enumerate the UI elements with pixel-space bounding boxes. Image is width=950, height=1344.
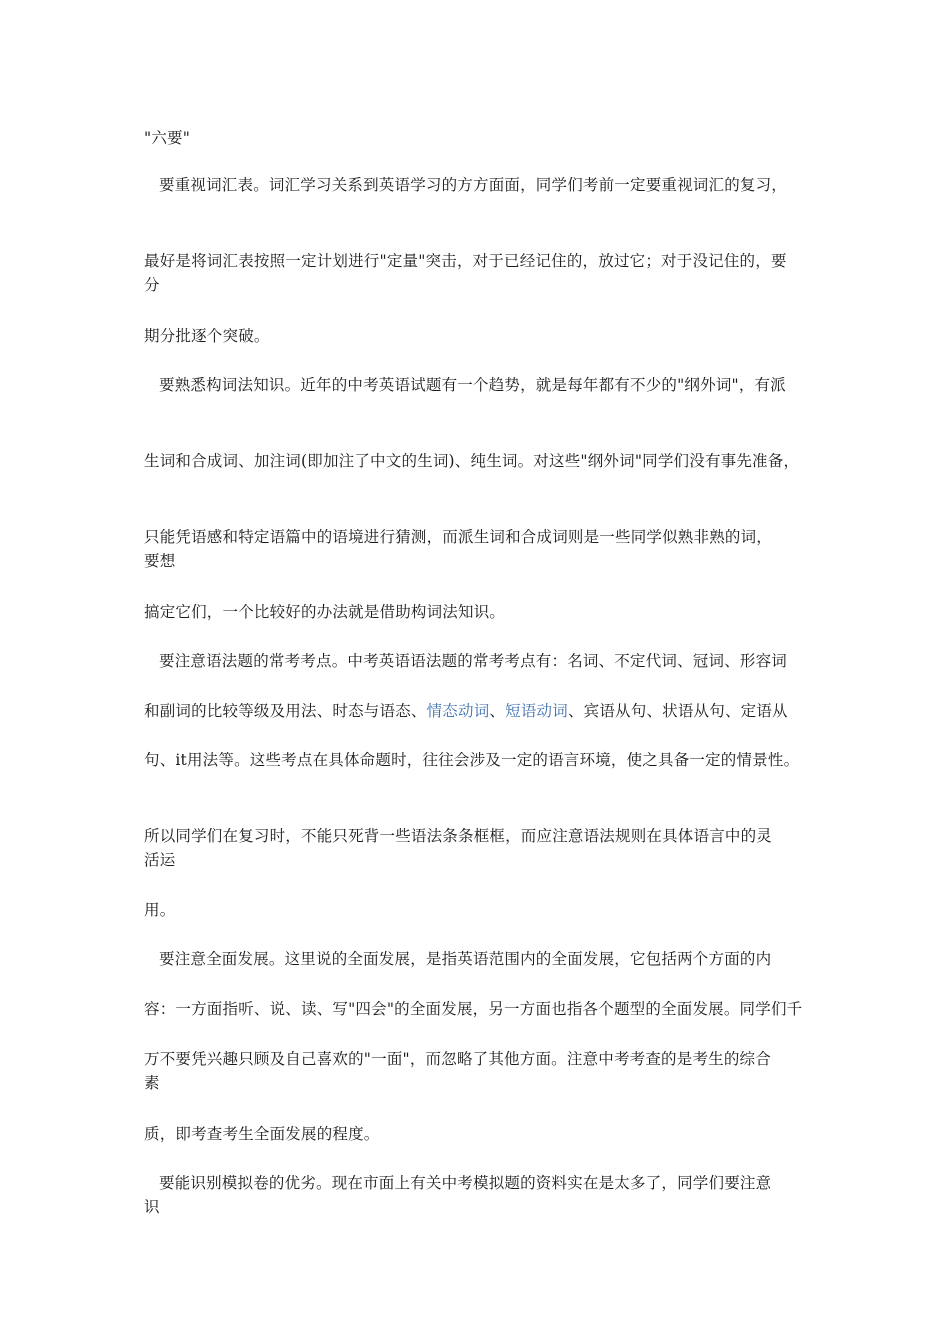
text-run: 、 (489, 702, 506, 720)
paragraph-line: 要想 (144, 552, 176, 570)
paragraph-line: 只能凭语感和特定语篇中的语境进行猜测，而派生词和合成词则是一些同学似熟非熟的词， (144, 528, 773, 546)
paragraph-line: 所以同学们在复习时，不能只死背一些语法条条框框，而应注意语法规则在具体语言中的灵 (144, 827, 773, 845)
paragraph-line: 要注意语法题的常考考点。中考英语语法题的常考考点有：名词、不定代词、冠词、形容词 (159, 652, 788, 670)
paragraph-line: 要熟悉构词法知识。近年的中考英语试题有一个趋势，就是每年都有不少的"纲外词"，有派 (159, 376, 786, 394)
text-run: 、宾语从句、状语从句、定语从 (567, 702, 788, 720)
paragraph-line: 搞定它们，一个比较好的办法就是借助构词法知识。 (144, 603, 506, 621)
paragraph-line: 要注意全面发展。这里说的全面发展，是指英语范围内的全面发展，它包括两个方面的内 (159, 950, 772, 968)
document-heading: "六要" (144, 129, 191, 147)
paragraph-line: 质，即考查考生全面发展的程度。 (144, 1125, 380, 1143)
paragraph-line: 句、it用法等。这些考点在具体命题时，往往会涉及一定的语言环境，使之具备一定的情景性。 (144, 751, 800, 769)
paragraph-line (144, 698, 816, 724)
paragraph-line: 要能识别模拟卷的优劣。现在市面上有关中考模拟题的资料实在是太多了，同学们要注意 (159, 1174, 772, 1192)
paragraph-line: 生词和合成词、加注词(即加注了中文的生词)、纯生词。对这些"纲外词"同学们没有事先准备， (144, 452, 800, 470)
paragraph-line: 用。 (144, 901, 176, 919)
link-modal-verbs[interactable]: 情态动词 (426, 702, 490, 720)
paragraph-line: 识 (144, 1198, 160, 1216)
paragraph-line: 最好是将词汇表按照一定计划进行"定量"突击，对于已经记住的，放过它；对于没记住的，要 (144, 252, 787, 270)
paragraph-line: 分 (144, 276, 160, 294)
paragraph-line: 期分批逐个突破。 (144, 327, 270, 345)
paragraph-line: 要重视词汇表。词汇学习关系到英语学习的方方面面，同学们考前一定要重视词汇的复习， (159, 176, 788, 194)
paragraph-line: 活运 (144, 851, 176, 869)
link-phrasal-verbs[interactable]: 短语动词 (505, 702, 568, 720)
paragraph-line: 万不要凭兴趣只顾及自己喜欢的"一面"，而忽略了其他方面。注意中考考查的是考生的综合 (144, 1050, 771, 1068)
paragraph-line: 容：一方面指听、说、读、写"四会"的全面发展，另一方面也指各个题型的全面发展。同学们千 (144, 1000, 803, 1018)
text-run: 和副词的比较等级及用法、时态与语态、 (144, 702, 427, 720)
paragraph-line: 素 (144, 1074, 160, 1092)
